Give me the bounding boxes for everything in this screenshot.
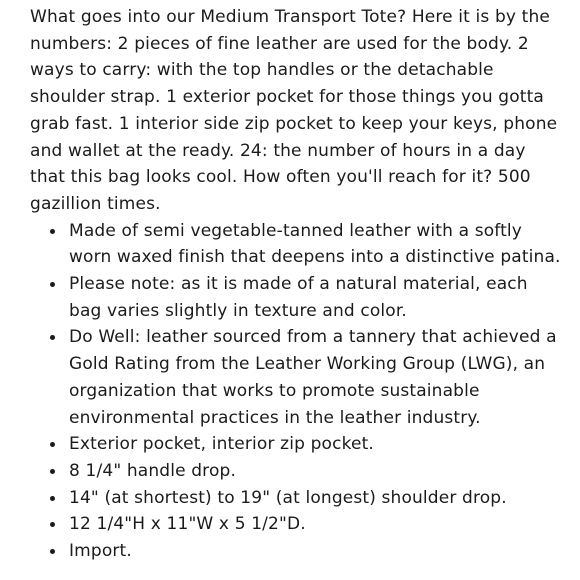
detail-item-note: Please note: as it is made of a natural material, each bag varies slightly in texture and color. [69, 271, 562, 324]
detail-item-do-well: Do Well: leather sourced from a tannery that achieved a Gold Rating from the Leather Working Group (LWG), an organization that works to promote sustainable environmental practices in the leather industry. [69, 324, 562, 431]
detail-item-dimensions: 12 1/4"H x 11"W x 5 1/2"D. [69, 511, 562, 538]
detail-item-pockets: Exterior pocket, interior zip pocket. [69, 431, 562, 458]
detail-item-handle-drop: 8 1/4" handle drop. [69, 458, 562, 485]
detail-item-shoulder-drop: 14" (at shortest) to 19" (at longest) shoulder drop. [69, 485, 562, 512]
product-intro-paragraph: What goes into our Medium Transport Tote? Here it is by the numbers: 2 pieces of fine leather are used for the body. 2 ways to carry: with the top handles or the detachable shoulder strap. 1 exterior pocket for those things you gotta grab fast. 1 interior side zip pocket to keep your keys, phone and wallet at the ready. 24: the number of hours in a day that this bag looks cool. How often you'll reach for it? 500 gazillion times. [30, 7, 558, 214]
detail-item-material: Made of semi vegetable-tanned leather with a softly worn waxed finish that deepens into a distinctive patina. [69, 218, 562, 271]
product-details-list [30, 218, 562, 565]
detail-item-origin: Import. [69, 538, 562, 565]
